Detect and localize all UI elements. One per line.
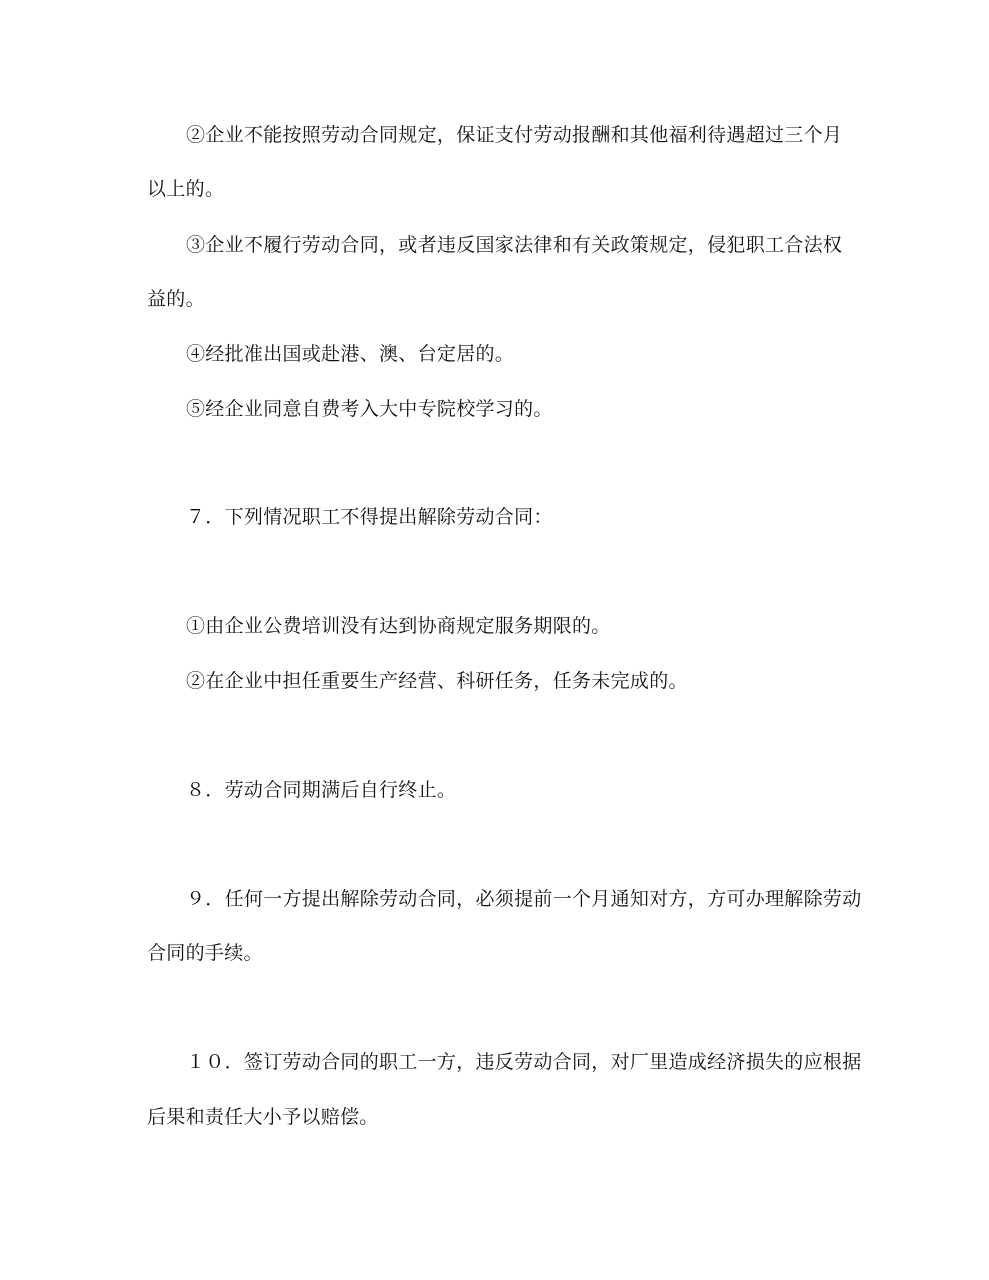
paragraph-line: 合同的手续。 xyxy=(147,942,263,964)
paragraph-line: ①由企业公费培训没有达到协商规定服务期限的。 xyxy=(186,615,611,637)
paragraph-line: 以上的。 xyxy=(147,178,225,200)
section-heading: ７．下列情况职工不得提出解除劳动合同： xyxy=(186,506,553,528)
paragraph-line: ②企业不能按照劳动合同规定，保证支付劳动报酬和其他福利待遇超过三个月 xyxy=(186,124,843,146)
paragraph-line: 后果和责任大小予以赔偿。 xyxy=(147,1106,379,1128)
paragraph-line: ９．任何一方提出解除劳动合同，必须提前一个月通知对方，方可办理解除劳动 xyxy=(186,888,862,910)
paragraph-line: １０．签订劳动合同的职工一方，违反劳动合同，对厂里造成经济损失的应根据 xyxy=(186,1051,862,1073)
section-heading: ８．劳动合同期满后自行终止。 xyxy=(186,779,457,801)
paragraph-line: ③企业不履行劳动合同，或者违反国家法律和有关政策规定，侵犯职工合法权 xyxy=(186,234,843,256)
paragraph-line: ②在企业中担任重要生产经营、科研任务，任务未完成的。 xyxy=(186,670,688,692)
paragraph-line: ④经批准出国或赴港、澳、台定居的。 xyxy=(186,343,515,365)
paragraph-line: ⑤经企业同意自费考入大中专院校学习的。 xyxy=(186,398,553,420)
paragraph-line: 益的。 xyxy=(147,288,205,310)
